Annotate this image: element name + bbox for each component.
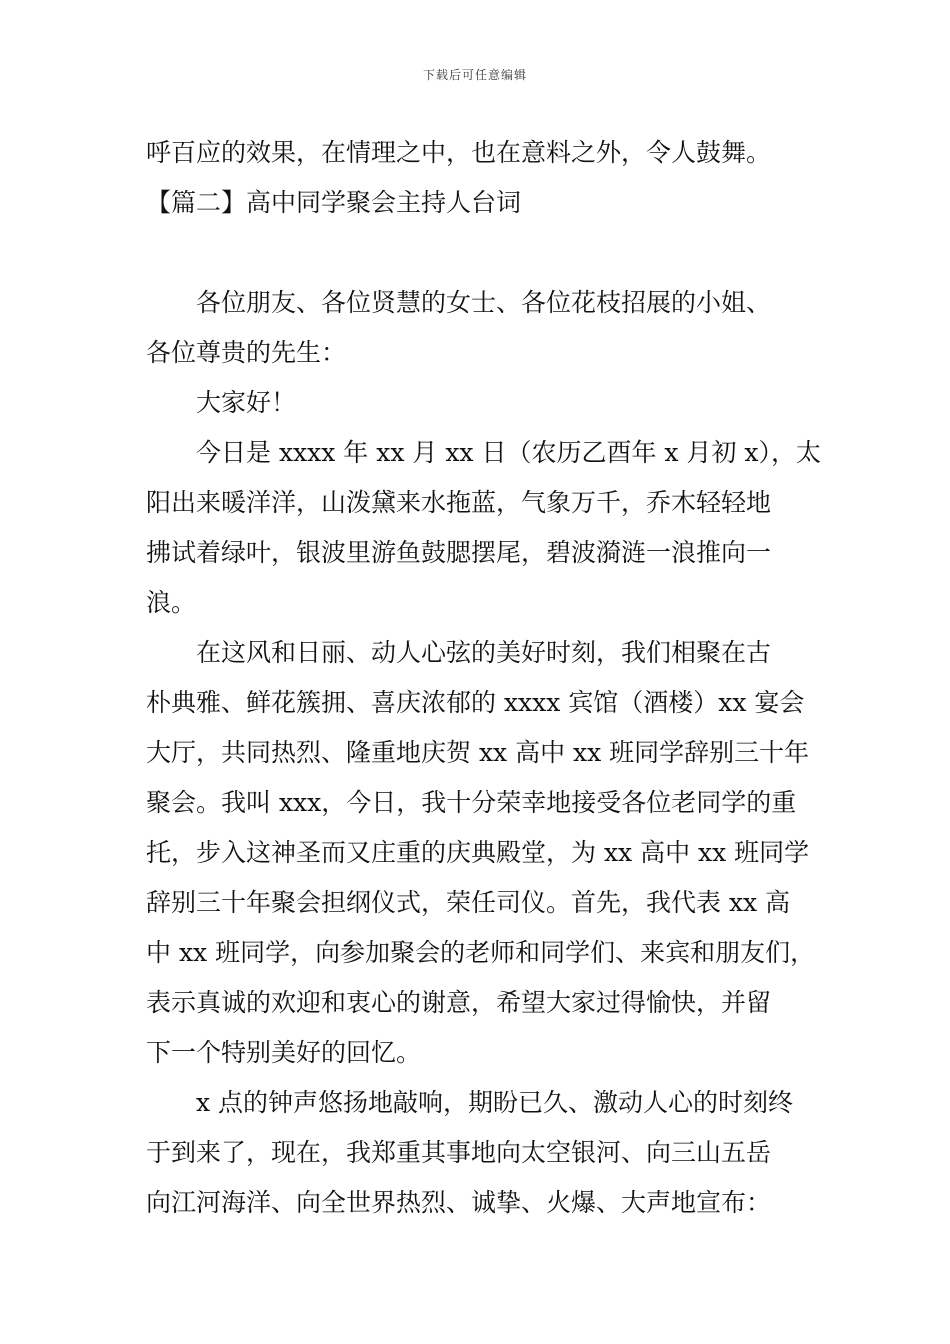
- page-header-note: 下载后可任意编辑: [422, 68, 527, 82]
- text-line: 拂试着绿叶，银波里游鱼鼓腮摆尾，碧波漪涟一浪推向一: [146, 538, 772, 567]
- text-line: 今日是 xxxx 年 xx 月 xx 日（农历乙酉年 x 月初 x），太: [196, 438, 822, 467]
- text-line: 表示真诚的欢迎和衷心的谢意，希望大家过得愉快，并留: [146, 988, 772, 1017]
- text-line: 大厅，共同热烈、隆重地庆贺 xx 高中 xx 班同学辞别三十年: [146, 738, 810, 767]
- text-line: 大家好！: [196, 388, 297, 417]
- text-line: 在这风和日丽、动人心弦的美好时刻，我们相聚在古: [196, 638, 772, 667]
- text-line: 向江河海洋、向全世界热烈、诚挚、火爆、大声地宣布：: [146, 1188, 772, 1217]
- text-line: 托，步入这神圣而又庄重的庆典殿堂，为 xx 高中 xx 班同学: [146, 838, 810, 867]
- text-line: 聚会。我叫 xxx，今日，我十分荣幸地接受各位老同学的重: [146, 788, 797, 817]
- text-line: 阳出来暖洋洋，山泼黛来水拖蓝，气象万千，乔木轻轻地: [146, 488, 772, 517]
- text-line: 朴典雅、鲜花簇拥、喜庆浓郁的 xxxx 宾馆（酒楼）xx 宴会: [146, 688, 805, 717]
- text-line: 中 xx 班同学，向参加聚会的老师和同学们、来宾和朋友们，: [146, 938, 816, 967]
- text-line: 下一个特别美好的回忆。: [146, 1038, 422, 1067]
- text-line: 各位尊贵的先生：: [146, 338, 347, 367]
- document-body: [146, 128, 826, 1228]
- text-line: 浪。: [146, 588, 197, 617]
- text-line: 辞别三十年聚会担纲仪式，荣任司仪。首先，我代表 xx 高: [146, 888, 791, 917]
- text-line: 各位朋友、各位贤慧的女士、各位花枝招展的小姐、: [196, 288, 772, 317]
- section-heading: 【篇二】高中同学聚会主持人台词: [146, 188, 522, 217]
- text-line: 于到来了，现在，我郑重其事地向太空银河、向三山五岳: [146, 1138, 772, 1167]
- text-line: x 点的钟声悠扬地敲响，期盼已久、激动人心的时刻终: [196, 1088, 794, 1117]
- blank-line: [146, 228, 826, 278]
- text-line: 呼百应的效果，在情理之中，也在意料之外，令人鼓舞。: [146, 138, 772, 167]
